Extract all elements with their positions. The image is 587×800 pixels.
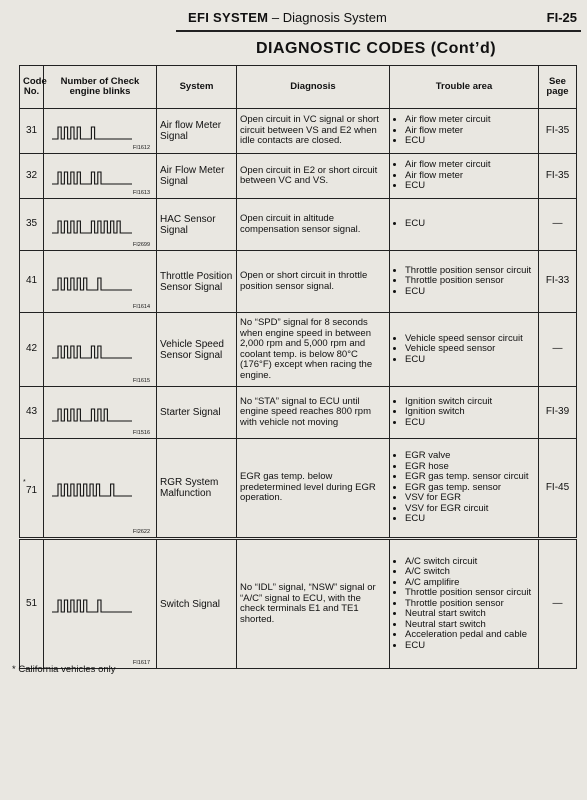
trouble-item: • ECU (405, 136, 535, 147)
blink-waveform-line (52, 409, 132, 421)
table-row (20, 154, 577, 199)
cell-diagnosis: No “IDL” signal, “NSW” signal or “A/C” signal to ECU, with the check terminals E1 and TE1 shorted. (237, 539, 390, 669)
cell-blink-pattern (44, 539, 157, 669)
cell-blink-pattern (44, 154, 157, 199)
blink-waveform-line (52, 221, 132, 233)
trouble-item: • EGR gas temp. sensor circuit (405, 472, 535, 483)
cell-see-page: FI-35 (539, 109, 577, 154)
cell-diagnosis: No “SPD” signal for 8 seconds when engine speed in between 2,000 rpm and 5,000 rpm and coolant temp. is below 80°C (176°F) except when racing the engine. (237, 313, 390, 387)
cell-trouble-area (390, 439, 539, 539)
trouble-item: • Throttle position sensor (405, 276, 535, 287)
cell-system: Switch Signal (157, 539, 237, 669)
trouble-item: • EGR hose (405, 462, 535, 473)
blink-waveform-line (52, 127, 132, 139)
trouble-list (393, 557, 535, 652)
cell-see-page: — (539, 539, 577, 669)
blink-waveform-line (52, 172, 132, 184)
trouble-item: • Acceleration pedal and cable (405, 630, 535, 641)
trouble-item: • ECU (405, 355, 535, 366)
diagnostic-codes-table (19, 65, 577, 669)
column-header-system: System (157, 66, 237, 109)
trouble-item: • Ignition switch (405, 407, 535, 418)
asterisk-mark: * (23, 478, 26, 486)
table-row (20, 199, 577, 251)
trouble-item: • ECU (405, 418, 535, 429)
figure-id: FI1613 (132, 190, 150, 196)
trouble-item: • Throttle position sensor circuit (405, 588, 535, 599)
column-header-code: Code No. (20, 66, 44, 109)
cell-system: Air Flow Meter Signal (157, 154, 237, 199)
trouble-item: • A/C amplifire (405, 578, 535, 589)
code-number: 71 (25, 484, 38, 496)
cell-system: Vehicle Speed Sensor Signal (157, 313, 237, 387)
cell-see-page: FI-33 (539, 251, 577, 313)
trouble-item: • ECU (405, 514, 535, 525)
cell-trouble-area (390, 251, 539, 313)
code-number: 43 (25, 406, 38, 418)
trouble-list (393, 451, 535, 525)
cell-code (20, 251, 44, 313)
cell-system: Starter Signal (157, 387, 237, 439)
header-section: EFI SYSTEM (188, 10, 269, 25)
trouble-item: • VSV for EGR (405, 493, 535, 504)
code-number: 35 (25, 218, 38, 230)
cell-blink-pattern (44, 199, 157, 251)
table-row (20, 313, 577, 387)
blink-waveform-line (52, 278, 132, 290)
cell-trouble-area (390, 199, 539, 251)
trouble-item: • Neutral start switch (405, 609, 535, 620)
cell-system: Air flow Meter Signal (157, 109, 237, 154)
trouble-item: • ECU (405, 641, 535, 652)
cell-see-page: FI-35 (539, 154, 577, 199)
trouble-item: • Air flow meter circuit (405, 115, 535, 126)
trouble-item: • Throttle position sensor (405, 599, 535, 610)
blink-waveform-icon (52, 481, 148, 499)
trouble-item: • A/C switch circuit (405, 557, 535, 568)
cell-code (20, 199, 44, 251)
blink-waveform-icon (52, 275, 148, 293)
cell-code (20, 154, 44, 199)
figure-id: FI1614 (132, 304, 150, 310)
blink-waveform-icon (52, 124, 148, 142)
cell-blink-pattern (44, 313, 157, 387)
table-row (20, 539, 577, 669)
header-rule (176, 30, 581, 32)
trouble-item: • Air flow meter circuit (405, 160, 535, 171)
page-number: FI-25 (546, 10, 577, 25)
trouble-item: • A/C switch (405, 567, 535, 578)
cell-see-page: — (539, 199, 577, 251)
cell-trouble-area (390, 154, 539, 199)
figure-id: FI1516 (132, 430, 150, 436)
cell-code (20, 313, 44, 387)
blink-waveform-icon (52, 597, 148, 615)
trouble-list (393, 160, 535, 192)
trouble-item: • ECU (405, 181, 535, 192)
trouble-list (393, 266, 535, 298)
column-header-diagnosis: Diagnosis (237, 66, 390, 109)
cell-blink-pattern (44, 109, 157, 154)
table-row (20, 251, 577, 313)
trouble-item: • VSV for EGR circuit (405, 504, 535, 515)
code-number: 42 (25, 343, 38, 355)
code-number: 51 (25, 597, 38, 609)
figure-id: FI1615 (132, 378, 150, 384)
cell-blink-pattern (44, 439, 157, 539)
figure-id: FI2699 (132, 242, 150, 248)
trouble-item: • Neutral start switch (405, 620, 535, 631)
table-body (20, 109, 577, 669)
trouble-item: • EGR gas temp. sensor (405, 483, 535, 494)
cell-system: HAC Sensor Signal (157, 199, 237, 251)
cell-trouble-area (390, 539, 539, 669)
cell-diagnosis: Open circuit in VC signal or short circuit between VS and E2 when idle contacts are closed. (237, 109, 390, 154)
trouble-list (393, 334, 535, 366)
table-row (20, 439, 577, 539)
table-row (20, 109, 577, 154)
cell-trouble-area (390, 109, 539, 154)
code-number: 31 (25, 124, 38, 136)
trouble-item: • EGR valve (405, 451, 535, 462)
cell-trouble-area (390, 313, 539, 387)
cell-diagnosis: No “STA” signal to ECU until engine speed reaches 800 rpm with vehicle not moving (237, 387, 390, 439)
blink-waveform-icon (52, 406, 148, 424)
figure-id: FI1612 (132, 145, 150, 151)
header-title (188, 10, 387, 25)
blink-waveform-icon (52, 169, 148, 187)
cell-see-page: FI-45 (539, 439, 577, 539)
trouble-item: • ECU (405, 219, 535, 230)
figure-id: FI2622 (132, 529, 150, 535)
cell-trouble-area (390, 387, 539, 439)
trouble-list (393, 219, 535, 230)
column-header-trouble: Trouble area (390, 66, 539, 109)
cell-diagnosis: Open or short circuit in throttle position sensor signal. (237, 251, 390, 313)
blink-waveform-icon (52, 343, 148, 361)
cell-diagnosis: Open circuit in altitude compensation sensor signal. (237, 199, 390, 251)
page-title: DIAGNOSTIC CODES (Cont’d) (256, 40, 497, 57)
footnote: * California vehicles only (12, 664, 116, 675)
code-number: 41 (25, 275, 38, 287)
column-header-blinks: Number of Check engine blinks (44, 66, 157, 109)
cell-code (20, 439, 44, 539)
cell-code (20, 539, 44, 669)
blink-waveform-line (52, 600, 132, 612)
cell-blink-pattern (44, 387, 157, 439)
cell-diagnosis: EGR gas temp. below predetermined level during EGR operation. (237, 439, 390, 539)
table-header-row (20, 66, 577, 109)
trouble-item: • Vehicle speed sensor circuit (405, 334, 535, 345)
cell-diagnosis: Open circuit in E2 or short circuit between VC and VS. (237, 154, 390, 199)
trouble-item: • Throttle position sensor circuit (405, 266, 535, 277)
cell-see-page: FI-39 (539, 387, 577, 439)
figure-id: FI1617 (132, 660, 150, 666)
blink-waveform-icon (52, 218, 148, 236)
trouble-list (393, 397, 535, 429)
trouble-item: • ECU (405, 287, 535, 298)
blink-waveform-line (52, 484, 132, 496)
cell-code (20, 387, 44, 439)
trouble-item: • Vehicle speed sensor (405, 344, 535, 355)
cell-code (20, 109, 44, 154)
cell-see-page: — (539, 313, 577, 387)
blink-waveform-line (52, 346, 132, 358)
trouble-item: • Air flow meter (405, 126, 535, 137)
trouble-list (393, 115, 535, 147)
trouble-item: • Air flow meter (405, 171, 535, 182)
header-subsection: – Diagnosis System (268, 10, 387, 25)
table-row (20, 387, 577, 439)
cell-system: RGR System Malfunction (157, 439, 237, 539)
cell-system: Throttle Position Sensor Signal (157, 251, 237, 313)
cell-blink-pattern (44, 251, 157, 313)
code-number: 32 (25, 169, 38, 181)
trouble-item: • Ignition switch circuit (405, 397, 535, 408)
column-header-see: See page (539, 66, 577, 109)
page-header (0, 6, 587, 32)
